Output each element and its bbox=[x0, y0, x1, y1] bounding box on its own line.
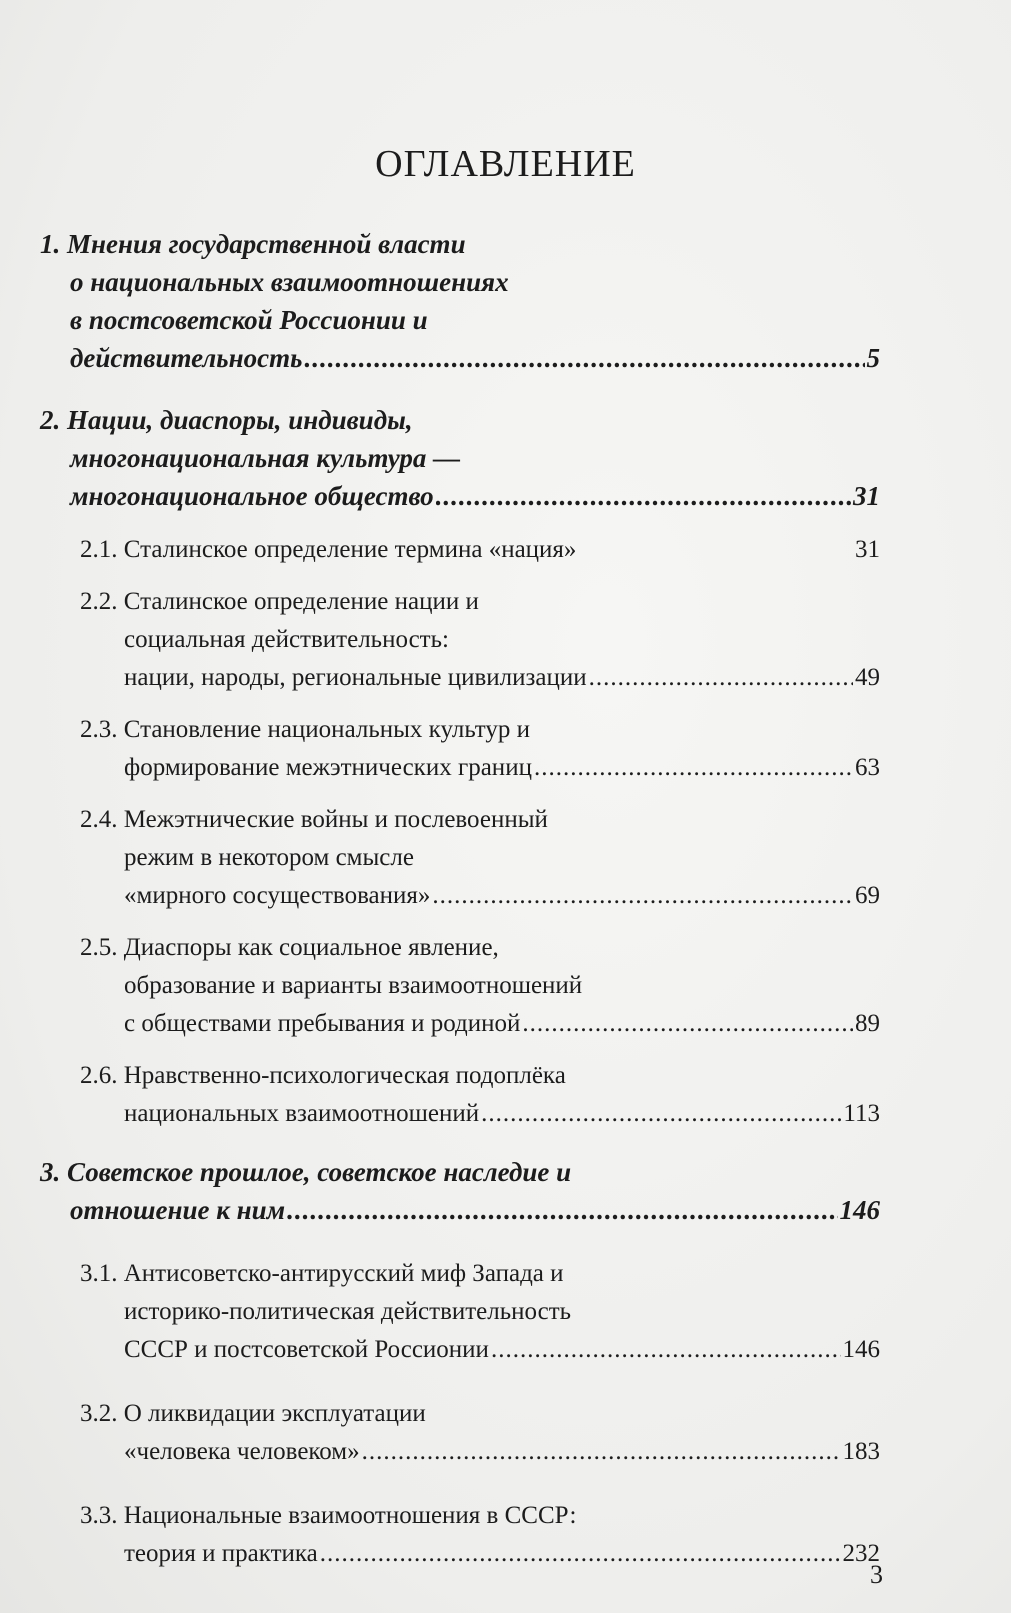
toc-entry-title-last: национальных взаимоотношений bbox=[124, 1100, 480, 1127]
toc-entry-title-line: Советское прошлое, советское наследие и bbox=[67, 1157, 572, 1187]
toc-entry-title-last: «человека человеком» bbox=[124, 1438, 360, 1465]
toc-entry-title-line: Национальные взаимоотношения в СССР: bbox=[123, 1502, 577, 1529]
toc-page-number: 31 bbox=[853, 481, 880, 511]
toc-entry-3-2[interactable] bbox=[40, 1395, 880, 1471]
toc-page-number: 49 bbox=[855, 664, 880, 691]
dot-leader bbox=[534, 749, 853, 787]
toc-entry-1[interactable] bbox=[40, 225, 880, 377]
page-number: 3 bbox=[870, 1560, 883, 1589]
dot-leader bbox=[320, 1535, 841, 1573]
toc-entry-title-last: многонациональное общество bbox=[70, 481, 434, 511]
toc-page-number: 146 bbox=[839, 1195, 880, 1225]
toc-entry-title-line: Сталинское определение нации и bbox=[123, 588, 479, 615]
toc-entry-title-line: социальная действительность: bbox=[124, 626, 449, 653]
toc-entry-title-last: СССР и постсоветской Россионии bbox=[124, 1336, 489, 1363]
dot-leader bbox=[522, 1005, 853, 1043]
toc-entry-title-line: Становление национальных культур и bbox=[123, 716, 531, 743]
toc-entry-title-line: о национальных взаимоотношениях bbox=[70, 267, 509, 297]
toc-entry-title-line: многонациональная культура — bbox=[70, 443, 461, 473]
toc-entry-number: 2.6. bbox=[80, 1062, 118, 1089]
toc-entry-3[interactable] bbox=[40, 1153, 880, 1229]
toc-entry-2-2[interactable] bbox=[40, 583, 880, 697]
toc-entry-2[interactable] bbox=[40, 401, 880, 515]
toc-entry-number: 3.3. bbox=[80, 1502, 118, 1529]
toc-entry-title-last: действительность bbox=[70, 343, 303, 373]
toc-page-number: 146 bbox=[842, 1336, 880, 1363]
toc-entry-title-last: формирование межэтнических границ bbox=[124, 754, 532, 781]
table-of-contents bbox=[40, 225, 880, 1587]
toc-entry-3-1[interactable] bbox=[40, 1255, 880, 1369]
toc-page-number: 69 bbox=[855, 882, 880, 909]
dot-leader bbox=[491, 1331, 841, 1369]
toc-entry-number: 2.2. bbox=[80, 588, 118, 615]
toc-entry-title-line: образование и варианты взаимоотношений bbox=[124, 972, 583, 999]
toc-entry-title-last: Сталинское определение термина «нация» bbox=[123, 536, 577, 563]
toc-entry-3-3[interactable] bbox=[40, 1497, 880, 1573]
dot-leader bbox=[304, 339, 864, 377]
toc-entry-title-line: Нравственно-психологическая подоплёка bbox=[123, 1062, 566, 1089]
toc-entry-title-line: Межэтнические войны и послевоенный bbox=[123, 806, 548, 833]
toc-entry-title-line: в постсоветской Россионии и bbox=[70, 305, 428, 335]
dot-leader bbox=[436, 477, 851, 515]
dot-leader bbox=[362, 1433, 841, 1471]
toc-entry-number: 3.2. bbox=[80, 1400, 118, 1427]
toc-entry-number: 2.4. bbox=[80, 806, 118, 833]
dot-leader bbox=[481, 1095, 841, 1133]
toc-entry-title-line: Мнения государственной власти bbox=[67, 229, 466, 259]
dot-leader bbox=[287, 1191, 837, 1229]
toc-page-number: 63 bbox=[855, 754, 880, 781]
toc-page-number: 89 bbox=[855, 1010, 880, 1037]
page-title: ОГЛАВЛЕНИЕ bbox=[375, 143, 636, 185]
toc-entry-title-last: теория и практика bbox=[124, 1540, 318, 1567]
toc-entry-number: 3.1. bbox=[80, 1260, 118, 1287]
toc-entry-number: 2.5. bbox=[80, 934, 118, 961]
toc-entry-2-5[interactable] bbox=[40, 929, 880, 1043]
toc-entry-title-line: историко-политическая действительность bbox=[124, 1298, 572, 1325]
dot-leader bbox=[589, 659, 853, 697]
toc-entry-number: 2.1. bbox=[80, 536, 118, 563]
toc-page-number: 183 bbox=[842, 1438, 880, 1465]
toc-entry-title-line: О ликвидации эксплуатации bbox=[123, 1400, 426, 1427]
toc-entry-number: 1. bbox=[40, 229, 61, 259]
toc-entry-number: 2. bbox=[40, 405, 61, 435]
toc-entry-title-last: нации, народы, региональные цивилизации bbox=[124, 664, 587, 691]
toc-entry-title-last: отношение к ним bbox=[70, 1195, 286, 1225]
toc-page-number: 232 bbox=[842, 1540, 880, 1567]
toc-entry-2-4[interactable] bbox=[40, 801, 880, 915]
toc-page-number: 5 bbox=[866, 343, 880, 373]
toc-entry-title-line: режим в некотором смысле bbox=[124, 844, 414, 871]
toc-entry-2-6[interactable] bbox=[40, 1057, 880, 1133]
toc-page-number: 31 bbox=[855, 536, 880, 563]
toc-entry-title-line: Нации, диаспоры, индивиды, bbox=[67, 405, 413, 435]
toc-entry-title-line: Антисоветско-антирусский миф Запада и bbox=[123, 1260, 564, 1287]
toc-entry-number: 2.3. bbox=[80, 716, 118, 743]
toc-entry-2-1[interactable] bbox=[40, 531, 880, 569]
toc-entry-title-last: «мирного сосуществования» bbox=[124, 882, 431, 909]
toc-entry-title-last: с обществами пребывания и родиной bbox=[124, 1010, 521, 1037]
toc-entry-number: 3. bbox=[40, 1157, 61, 1187]
toc-entry-2-3[interactable] bbox=[40, 711, 880, 787]
toc-page-number: 113 bbox=[843, 1100, 880, 1127]
toc-entry-title-line: Диаспоры как социальное явление, bbox=[123, 934, 499, 961]
dot-leader bbox=[432, 877, 853, 915]
